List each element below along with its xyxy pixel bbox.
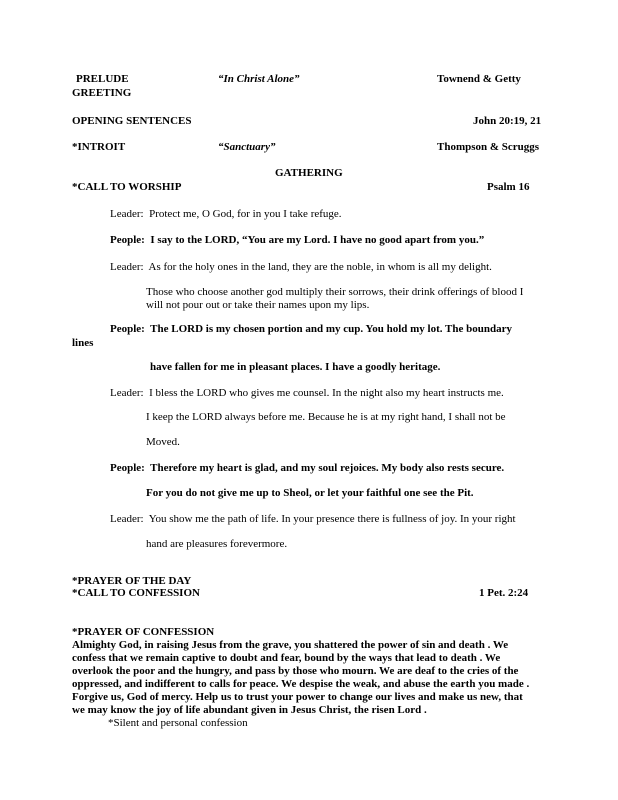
- confession-line: Forgive us, God of mercy. Help us to trust your power to change our lives and make us new, that: [72, 691, 523, 703]
- confession-line: overlook the poor and the hungry, and pass by those who mourn. We are deaf to the cries of the: [72, 665, 519, 677]
- call-to-worship-ref: Psalm 16: [487, 181, 530, 193]
- call-to-confession-label: *CALL TO CONFESSION: [72, 587, 200, 599]
- leader-line-4-cont: hand are pleasures forevermore.: [146, 538, 288, 550]
- prayer-of-confession-label: *PRAYER OF CONFESSION: [72, 626, 215, 638]
- people-line-2-wrap: lines: [72, 337, 94, 349]
- leader-line-2-cont-b: will not pour out or take their names upon my lips.: [146, 299, 370, 311]
- people-line-3-cont: For you do not give me up to Sheol, or let your faithful one see the Pit.: [146, 487, 474, 499]
- speaker-label: Leader:: [110, 513, 144, 525]
- opening-sentences-label: OPENING SENTENCES: [72, 115, 192, 127]
- prelude-label: PRELUDE: [76, 73, 129, 85]
- prelude-title: “In Christ Alone”: [218, 73, 300, 85]
- confession-line: we may know the joy of life abundant given in Jesus Christ, the risen Lord .: [72, 704, 427, 716]
- call-to-worship-label: *CALL TO WORSHIP: [72, 181, 182, 193]
- speaker-label: Leader:: [110, 208, 144, 220]
- people-line-3: [110, 462, 504, 475]
- leader-line-3: [110, 387, 504, 400]
- opening-sentences-ref: John 20:19, 21: [473, 115, 542, 127]
- people-line-1: [110, 234, 484, 247]
- greeting-label: GREETING: [72, 87, 132, 99]
- leader-line-3-cont-a: I keep the LORD always before me. Because he is at my right hand, I shall not be: [146, 411, 506, 423]
- call-to-confession-ref: 1 Pet. 2:24: [479, 587, 529, 599]
- leader-line-2-cont-a: Those who choose another god multiply their sorrows, their drink offerings of blood I: [146, 286, 524, 298]
- prayer-of-the-day-label: *PRAYER OF THE DAY: [72, 575, 192, 587]
- people-line-2-cont: have fallen for me in pleasant places. I have a goodly heritage.: [150, 361, 441, 373]
- leader-line-4: [110, 513, 516, 526]
- speaker-label: People:: [110, 462, 145, 474]
- gathering-heading: GATHERING: [275, 167, 343, 179]
- leader-line-3-cont-b: Moved.: [146, 436, 180, 448]
- introit-title: “Sanctuary”: [218, 141, 276, 153]
- reading-text: Protect me, O God, for in you I take refuge.: [149, 208, 342, 220]
- speaker-label: Leader:: [110, 261, 144, 273]
- reading-text: You show me the path of life. In your presence there is fullness of joy. In your right: [148, 513, 516, 525]
- speaker-label: People:: [110, 234, 145, 246]
- prelude-credit: Townend & Getty: [437, 73, 521, 85]
- confession-line: Almighty God, in raising Jesus from the grave, you shattered the power of sin and death . We: [72, 639, 509, 651]
- introit-label: *INTROIT: [72, 141, 126, 153]
- introit-credit: Thompson & Scruggs: [437, 141, 540, 153]
- confession-line: confess that we remain captive to doubt and fear, bound by the ways that lead to death . We: [72, 652, 501, 664]
- reading-text: The LORD is my chosen portion and my cup. You hold my lot. The boundary: [150, 323, 512, 335]
- speaker-label: People:: [110, 323, 145, 335]
- reading-text: I bless the LORD who gives me counsel. In the night also my heart instructs me.: [149, 387, 504, 399]
- speaker-label: Leader:: [110, 387, 144, 399]
- reading-text: As for the holy ones in the land, they are the noble, in whom is all my delight.: [148, 261, 492, 273]
- reading-text: I say to the LORD, “You are my Lord. I have no good apart from you.”: [150, 234, 485, 246]
- leader-line-2: [110, 261, 492, 274]
- reading-text: Therefore my heart is glad, and my soul rejoices. My body also rests secure.: [150, 462, 505, 474]
- leader-line-1: [110, 208, 342, 221]
- confession-line: oppressed, and indifferent to calls for peace. We despise the weak, and abuse the earth you made .: [72, 678, 530, 690]
- people-line-2: [110, 323, 512, 336]
- silent-confession-note: *Silent and personal confession: [108, 717, 248, 729]
